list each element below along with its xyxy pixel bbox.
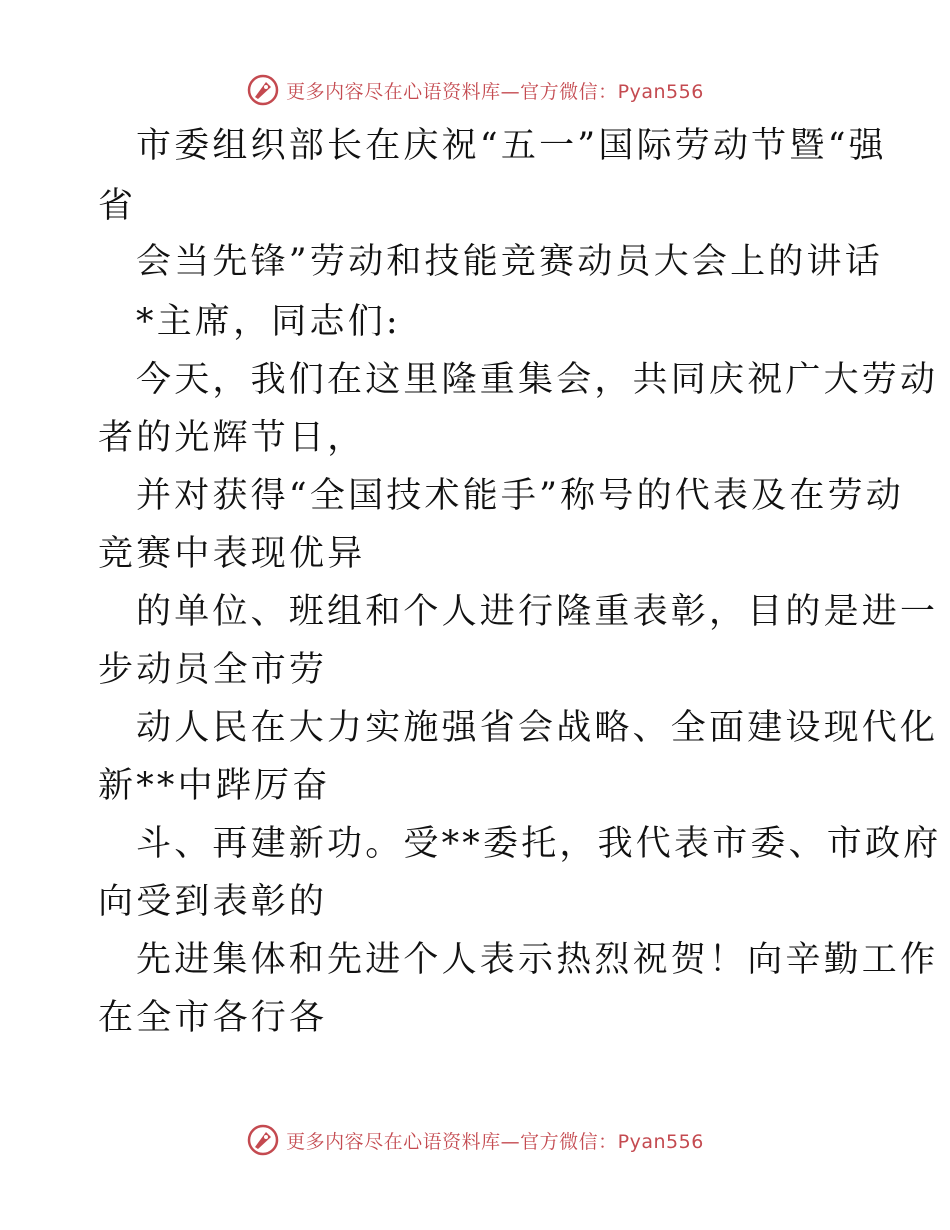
paragraph-line: 先进集体和先进个人表示热烈祝贺！向辛勤工作 xyxy=(136,940,939,980)
pen-nib-logo-icon xyxy=(246,73,280,107)
paragraph-line: 动人民在大力实施强省会战略、全面建设现代化 xyxy=(136,708,939,748)
paragraph-line: 斗、再建新功。受**委托，我代表市委、市政府 xyxy=(136,824,942,864)
pen-nib-logo-icon xyxy=(246,1123,280,1157)
paragraph-line: 步动员全市劳 xyxy=(98,650,328,690)
paragraph-line: 在全市各行各 xyxy=(98,998,328,1038)
paragraph-line: 今天，我们在这里隆重集会，共同庆祝广大劳动 xyxy=(136,360,939,400)
paragraph-line: 并对获得“全国技术能手”称号的代表及在劳动 xyxy=(136,476,904,516)
watermark-text: 更多内容尽在心语资料库—官方微信：Pyan556 xyxy=(286,1130,704,1153)
footer-watermark xyxy=(0,1120,950,1160)
paragraph-line: 新**中跸厉奋 xyxy=(98,766,331,806)
title-line-2: 省 xyxy=(98,186,137,226)
title-line-3: 会当先锋”劳动和技能竞赛动员大会上的讲话 xyxy=(136,242,883,282)
paragraph-line: 的单位、班组和个人进行隆重表彰，目的是进一 xyxy=(136,592,939,632)
watermark-text: 更多内容尽在心语资料库—官方微信：Pyan556 xyxy=(286,80,704,103)
title-line-1: 市委组织部长在庆祝“五一”国际劳动节暨“强 xyxy=(136,126,887,166)
salutation-line: *主席，同志们: xyxy=(136,302,401,342)
header-watermark xyxy=(0,70,950,110)
paragraph-line: 者的光辉节日， xyxy=(98,418,366,458)
paragraph-line: 竞赛中表现优异 xyxy=(98,534,366,574)
paragraph-line: 向受到表彰的 xyxy=(98,882,328,922)
